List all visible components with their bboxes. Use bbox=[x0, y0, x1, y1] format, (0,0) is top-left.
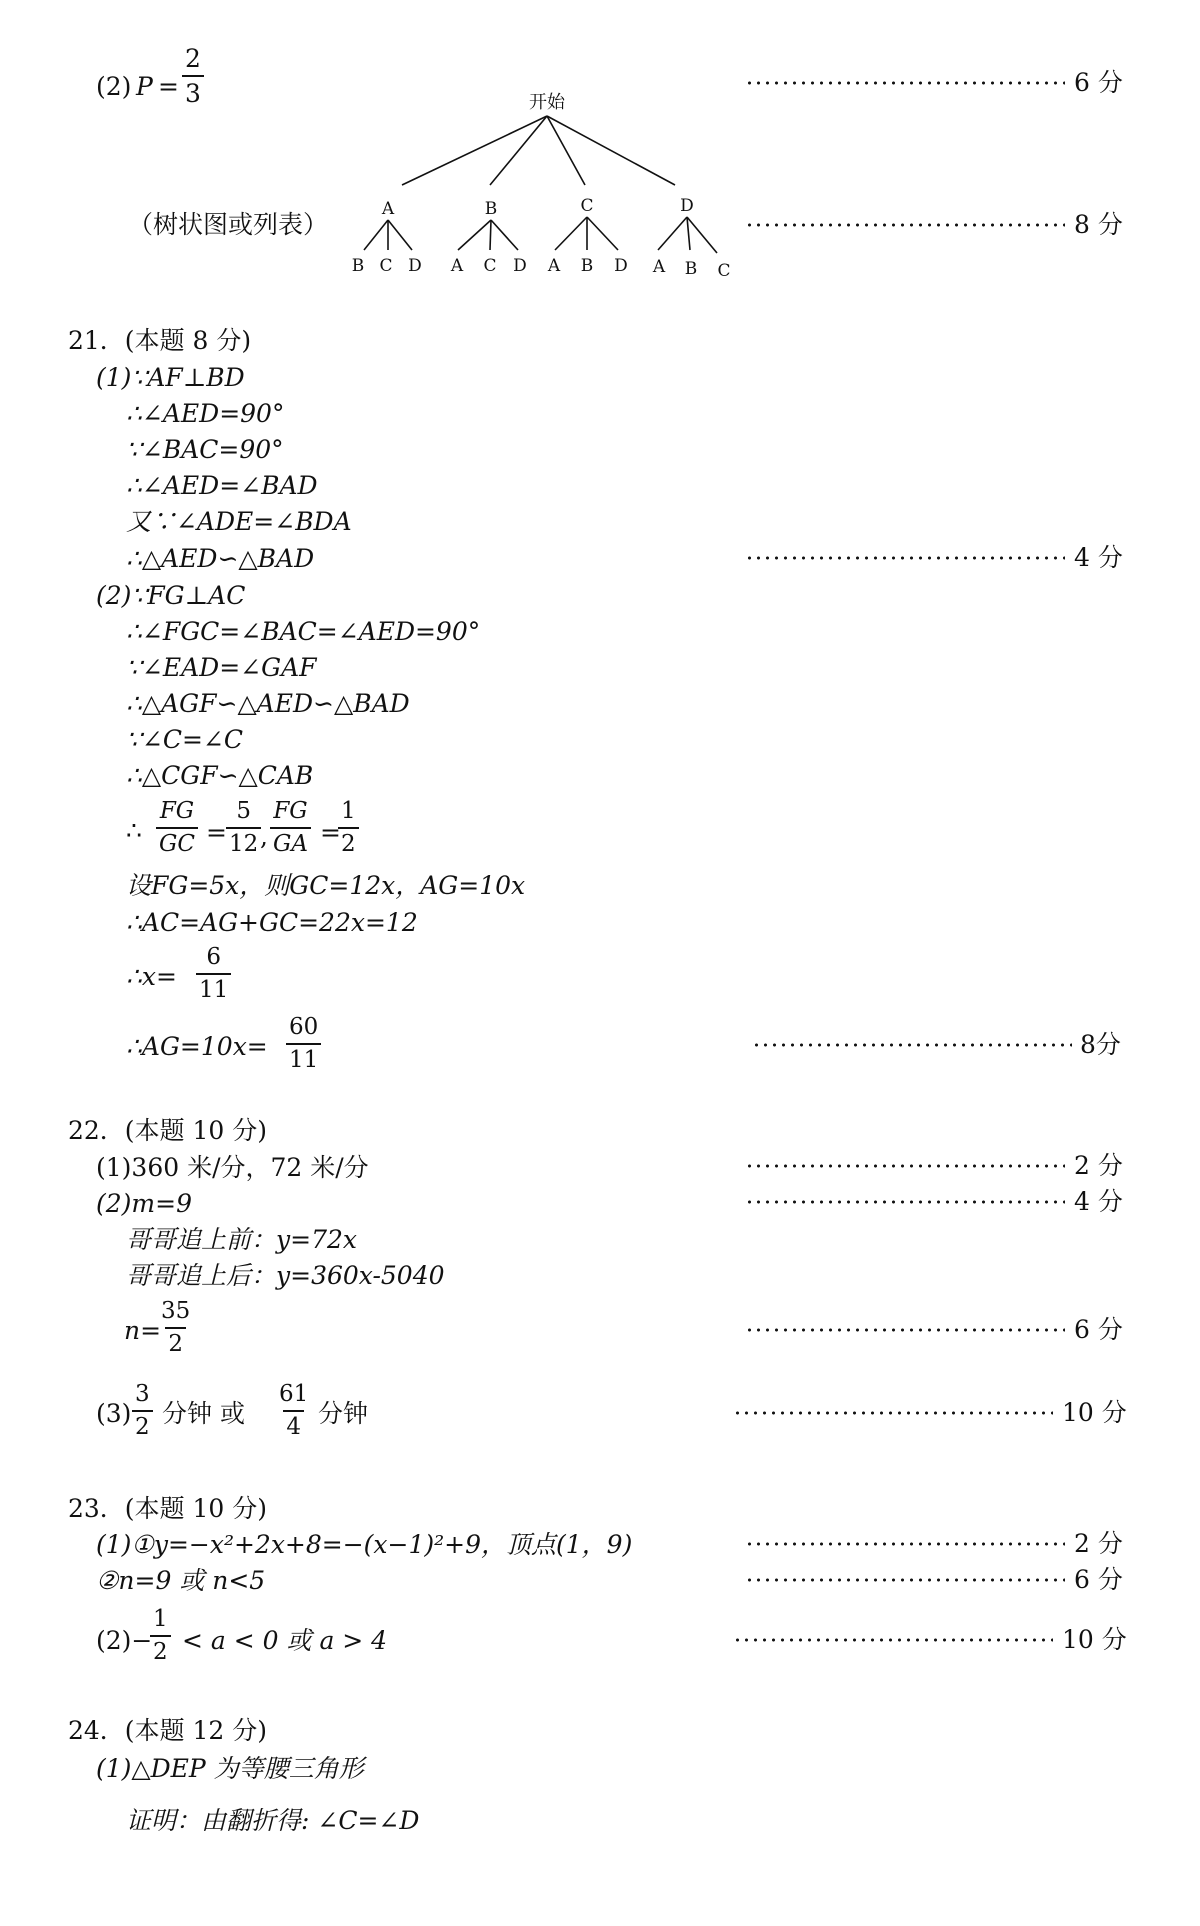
tree-leaf: C bbox=[379, 256, 393, 276]
score-leader bbox=[752, 1042, 1072, 1048]
tree-level1 bbox=[381, 196, 694, 219]
score-label: 8分 bbox=[1080, 1030, 1121, 1059]
ratio-5-12 bbox=[226, 800, 261, 856]
q21-line: ∵∠C=∠C bbox=[126, 725, 244, 754]
fraction-numerator: 5 bbox=[236, 798, 251, 824]
separator: , bbox=[260, 822, 268, 851]
q21-line: ∴△AED∽△BAD bbox=[126, 544, 315, 573]
prob-label: (2) bbox=[96, 72, 132, 101]
ag-prefix: ∴AG=10x= bbox=[126, 1032, 268, 1061]
x-fraction bbox=[196, 946, 231, 1002]
tree-leaf: B bbox=[351, 256, 365, 276]
score-label: 6 分 bbox=[1074, 1565, 1123, 1594]
q21-line: ∵∠BAC=90° bbox=[126, 435, 284, 464]
tree-node-a: A bbox=[381, 199, 395, 219]
prob-denominator: 3 bbox=[182, 75, 204, 106]
fraction-denominator: 2 bbox=[338, 827, 359, 856]
q22-part3-label: (3) bbox=[96, 1399, 132, 1428]
tree-leaf: A bbox=[547, 256, 561, 276]
score-leader bbox=[733, 1637, 1053, 1643]
tree-node-b: B bbox=[484, 199, 498, 219]
fraction-denominator: 2 bbox=[165, 1327, 186, 1356]
q23-line: (1)①y=−x²+2x+8=−(x−1)²+9，顶点(1，9) bbox=[96, 1530, 633, 1559]
tree-note: （树状图或列表） bbox=[128, 210, 329, 239]
q24-line: (1)△DEP 为等腰三角形 bbox=[96, 1754, 364, 1783]
tree-root: 开始 bbox=[529, 92, 565, 113]
answer-fraction-2 bbox=[276, 1383, 311, 1439]
q23-fraction bbox=[150, 1608, 171, 1664]
score-leader bbox=[745, 1163, 1065, 1169]
fraction-numerator: 6 bbox=[206, 944, 221, 970]
score-label: 6 分 bbox=[1074, 68, 1123, 97]
q21-line: ∴AC=AG+GC=22x=12 bbox=[126, 908, 418, 937]
prob-eq: = bbox=[158, 72, 179, 101]
q21-header: 21．(本题 8 分) bbox=[68, 326, 252, 355]
q23-inequality: < a < 0 或 a > 4 bbox=[182, 1626, 388, 1655]
answer-connector: 分钟 或 bbox=[162, 1399, 245, 1428]
fraction-numerator: 3 bbox=[135, 1381, 150, 1407]
tree-node-c: C bbox=[580, 196, 594, 216]
q22-line: (2)m=9 bbox=[96, 1189, 192, 1218]
q21-line: 设FG=5x，则GC=12x，AG=10x bbox=[126, 871, 526, 900]
score-label: 4 分 bbox=[1074, 1187, 1123, 1216]
x-prefix: ∴x= bbox=[126, 962, 177, 991]
q21-line: ∴∠AED=∠BAD bbox=[126, 471, 318, 500]
q22-line: 哥哥追上前：y=72x bbox=[126, 1225, 357, 1254]
tree-diagram bbox=[340, 90, 760, 290]
q21-line: (1)∵AF⊥BD bbox=[96, 363, 245, 392]
tree-root-edges bbox=[402, 116, 675, 185]
q22-line: 哥哥追上后：y=360x-5040 bbox=[126, 1261, 445, 1290]
score-leader bbox=[745, 1577, 1065, 1583]
score-leader bbox=[745, 222, 1065, 228]
score-leader bbox=[733, 1410, 1053, 1416]
q21-line: ∵∠EAD=∠GAF bbox=[126, 653, 317, 682]
tree-branch-edges bbox=[364, 217, 717, 253]
answer-fraction-1 bbox=[132, 1383, 153, 1439]
fraction-denominator: 4 bbox=[283, 1410, 304, 1439]
score-label: 8 分 bbox=[1074, 210, 1123, 239]
q24-line: 证明：由翻折得: ∠C=∠D bbox=[126, 1806, 420, 1835]
fraction-numerator: 61 bbox=[279, 1381, 309, 1407]
tree-level2 bbox=[352, 256, 731, 281]
answer-unit: 分钟 bbox=[318, 1399, 369, 1428]
tree-leaf: B bbox=[684, 259, 698, 279]
score-leader bbox=[745, 1541, 1065, 1547]
ag-fraction bbox=[286, 1016, 321, 1072]
n-prefix: n= bbox=[124, 1316, 162, 1345]
prob-var: P bbox=[136, 72, 153, 101]
prob-numerator: 2 bbox=[185, 44, 201, 73]
q23-header: 23．(本题 10 分) bbox=[68, 1494, 268, 1523]
tree-leaf: C bbox=[483, 256, 497, 276]
tree-leaf: D bbox=[408, 256, 422, 276]
q21-line: ∴△AGF∽△AED∽△BAD bbox=[126, 689, 410, 718]
prob-fraction bbox=[182, 46, 204, 106]
score-leader bbox=[745, 80, 1065, 86]
n-fraction bbox=[158, 1300, 193, 1356]
score-label: 2 分 bbox=[1074, 1151, 1123, 1180]
fraction-denominator: 2 bbox=[132, 1410, 153, 1439]
score-label: 2 分 bbox=[1074, 1529, 1123, 1558]
fraction-numerator: FG bbox=[159, 798, 195, 824]
q21-line: ∴△CGF∽△CAB bbox=[126, 761, 314, 790]
equals-sign: = bbox=[320, 818, 341, 847]
tree-node-d: D bbox=[680, 196, 694, 216]
therefore-symbol: ∴ bbox=[126, 816, 142, 845]
score-label: 4 分 bbox=[1074, 543, 1123, 572]
q21-line: 又∵∠ADE=∠BDA bbox=[126, 507, 352, 536]
q21-line: ∴∠FGC=∠BAC=∠AED=90° bbox=[126, 617, 481, 646]
fraction-denominator: GC bbox=[156, 827, 198, 856]
tree-leaf: A bbox=[652, 257, 666, 277]
ratio-fg-ga bbox=[270, 800, 311, 856]
q21-line: ∴∠AED=90° bbox=[126, 399, 285, 428]
q21-line: (2)∵FG⊥AC bbox=[96, 581, 246, 610]
tree-leaf: D bbox=[614, 256, 628, 276]
tree-leaf: A bbox=[450, 256, 464, 276]
fraction-denominator: 12 bbox=[226, 827, 261, 856]
score-label: 6 分 bbox=[1074, 1315, 1123, 1344]
q22-header: 22．(本题 10 分) bbox=[68, 1116, 268, 1145]
fraction-denominator: 11 bbox=[286, 1043, 321, 1072]
fraction-numerator: FG bbox=[273, 798, 308, 824]
ratio-1-2 bbox=[338, 800, 359, 856]
score-leader bbox=[745, 1327, 1065, 1333]
fraction-denominator: 11 bbox=[196, 973, 231, 1002]
score-leader bbox=[745, 555, 1065, 561]
q23-part2-label: (2)− bbox=[96, 1626, 153, 1655]
fraction-denominator: GA bbox=[270, 827, 311, 856]
fraction-numerator: 1 bbox=[153, 1606, 168, 1632]
fraction-numerator: 60 bbox=[289, 1014, 319, 1040]
tree-leaf: C bbox=[717, 261, 731, 281]
score-leader bbox=[745, 1199, 1065, 1205]
tree-leaf: D bbox=[513, 256, 527, 276]
equals-sign: = bbox=[206, 818, 227, 847]
q24-header: 24．(本题 12 分) bbox=[68, 1716, 268, 1745]
q23-line: ②n=9 或 n<5 bbox=[96, 1566, 266, 1595]
score-label: 10 分 bbox=[1062, 1398, 1127, 1427]
fraction-numerator: 35 bbox=[161, 1298, 191, 1324]
score-label: 10 分 bbox=[1062, 1625, 1127, 1654]
q22-line: (1)360 米/分，72 米/分 bbox=[96, 1153, 369, 1182]
ratio-fg-gc bbox=[156, 800, 198, 856]
fraction-denominator: 2 bbox=[150, 1635, 171, 1664]
fraction-numerator: 1 bbox=[341, 798, 356, 824]
tree-leaf: B bbox=[580, 256, 594, 276]
